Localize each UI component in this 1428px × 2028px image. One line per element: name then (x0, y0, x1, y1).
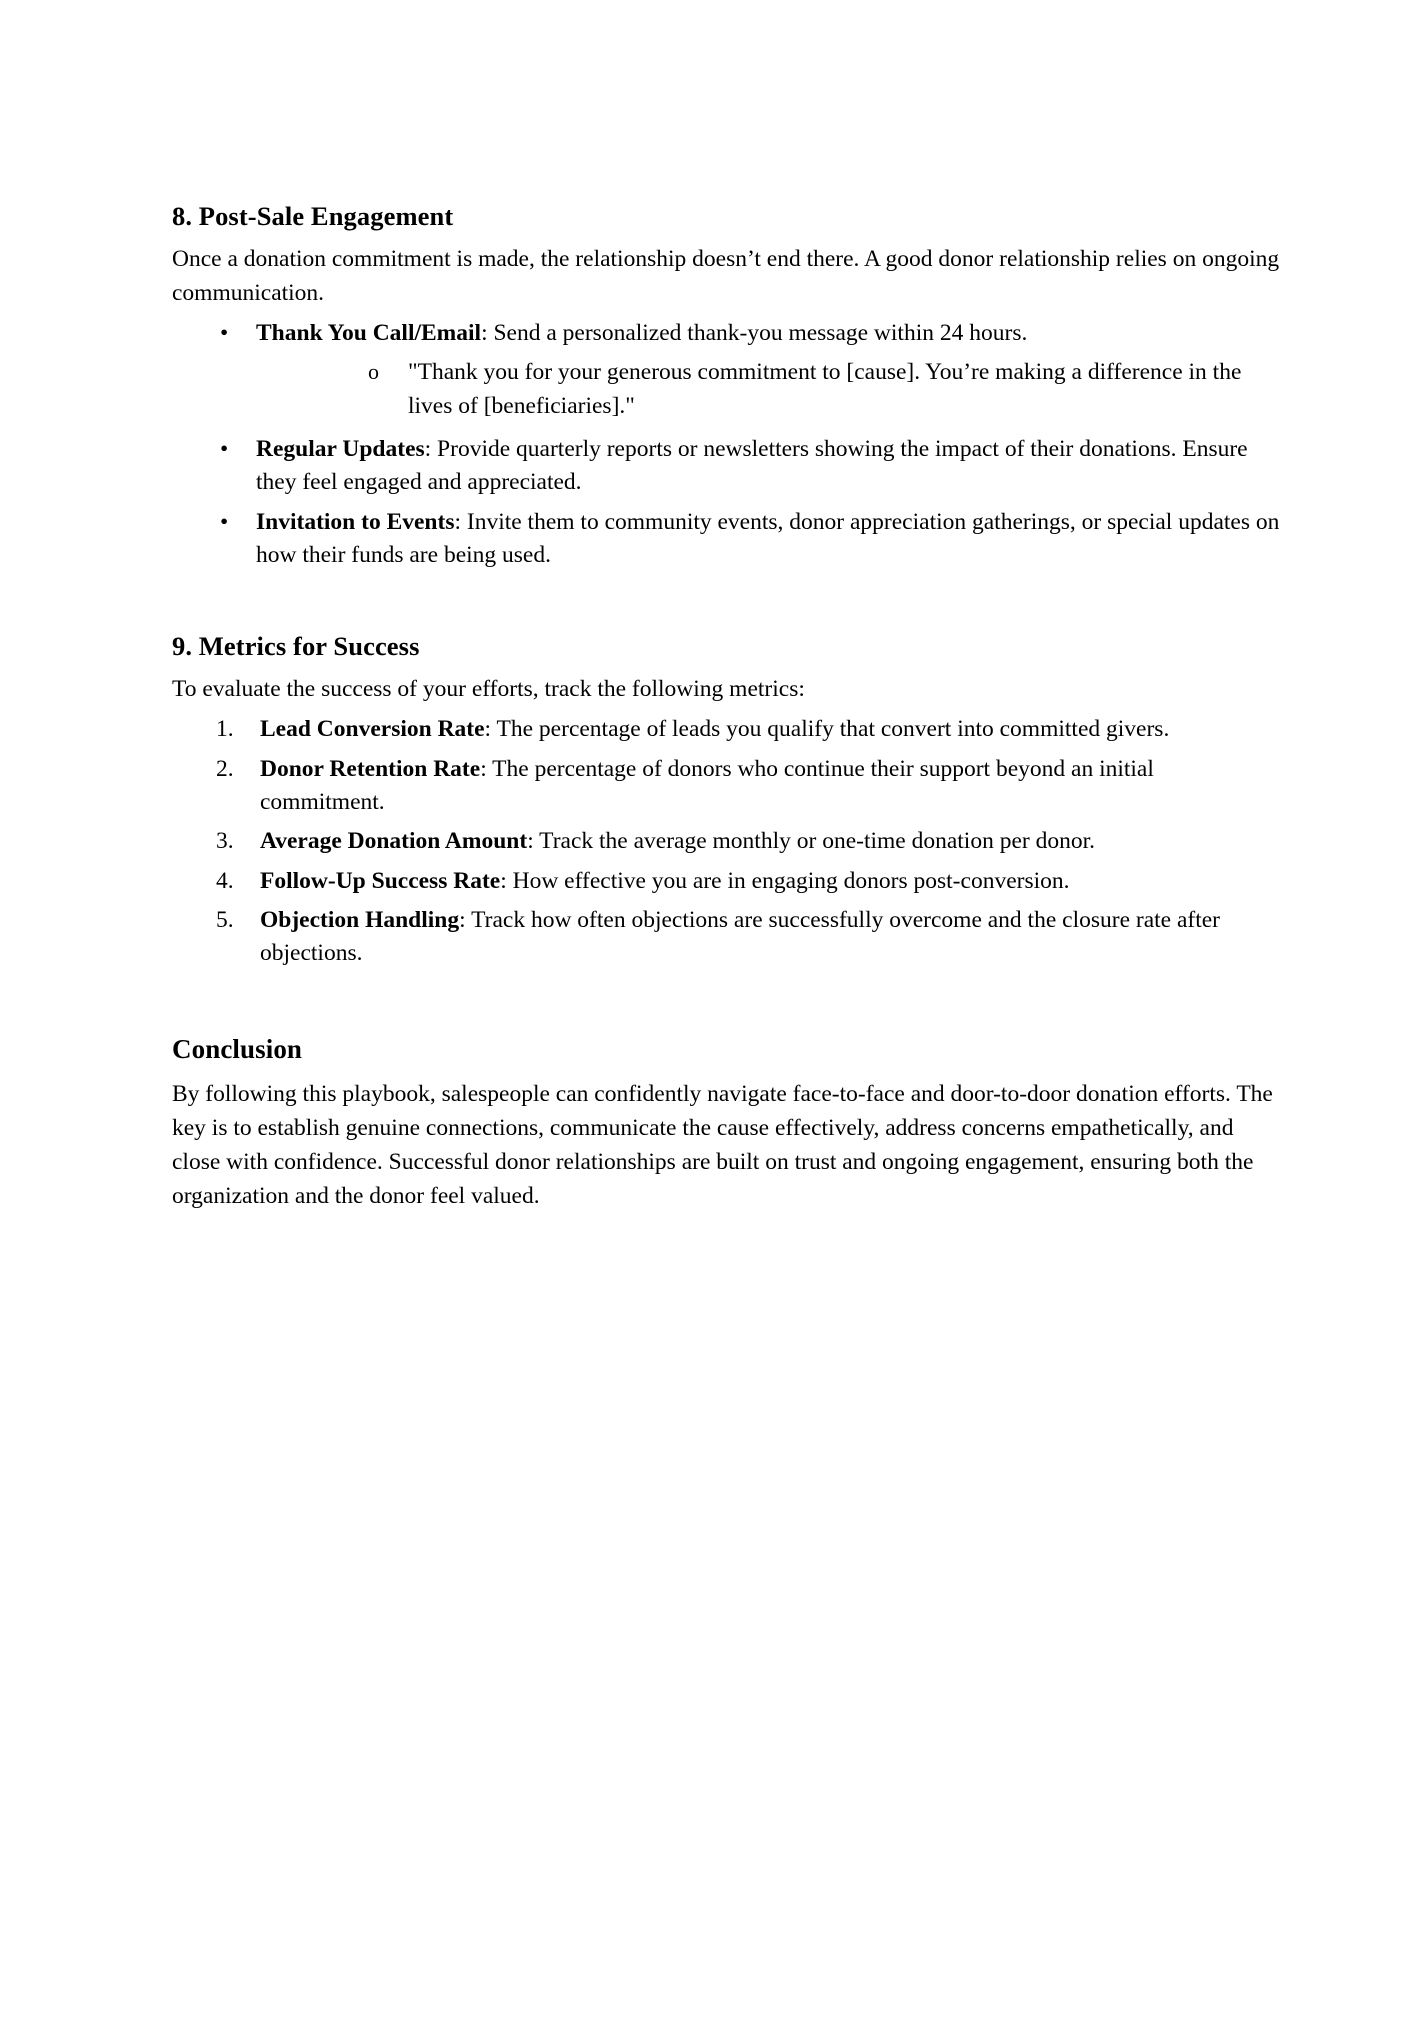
section-metrics-for-success (172, 630, 1280, 970)
list-item-text: : Invite them to community events, donor appreciation gatherings, or special updates on how their funds are being used. (256, 508, 1280, 568)
list-item (172, 506, 1280, 573)
section-post-sale-engagement (172, 200, 1280, 572)
sub-list-item-text: "Thank you for your generous commitment to [cause]. You’re making a difference in the lives of [beneficiaries]." (408, 359, 1242, 419)
number-marker: 4. (216, 867, 234, 894)
metrics-numbered-list (172, 713, 1280, 971)
list-item (172, 825, 1280, 858)
list-item-lead: Follow-Up Success Rate (260, 867, 501, 894)
list-item (172, 753, 1280, 820)
list-item (172, 433, 1280, 500)
list-item-lead: Regular Updates (256, 435, 425, 462)
list-item-lead: Average Donation Amount (260, 828, 528, 855)
list-item-text: : Send a personalized thank-you message within 24 hours. (481, 319, 1028, 346)
engagement-sub-bullet-list (256, 356, 1280, 423)
section-heading: 9. Metrics for Success (172, 631, 420, 662)
list-item-text: : How effective you are in engaging donors post-conversion. (500, 867, 1070, 894)
conclusion-paragraph: By following this playbook, salespeople can confidently navigate face-to-face and door-to-door donation efforts. The key is to establish genuine connections, communicate the cause effectively, address concerns empathetically, and close with confidence. Successful donor relationships are built on trust and ongoing engagement, ensuring both the organization and the donor feel valued. (172, 1080, 1273, 1209)
bullet-marker: • (220, 508, 229, 535)
number-marker: 1. (216, 716, 234, 743)
section-intro-paragraph: Once a donation commitment is made, the relationship doesn’t end there. A good donor relationship relies on ongoing communication. (172, 246, 1280, 306)
list-item-text: : Track the average monthly or one-time donation per donor. (527, 828, 1095, 855)
number-marker: 2. (216, 755, 234, 782)
list-item (172, 904, 1280, 971)
bullet-marker: • (220, 435, 229, 462)
list-item-lead: Objection Handling (260, 907, 460, 934)
list-item-text: : Provide quarterly reports or newsletters showing the impact of their donations. Ensure they feel engaged and appreciated. (256, 435, 1248, 496)
list-item-lead: Thank You Call/Email (256, 319, 482, 346)
section-conclusion (172, 1033, 1280, 1213)
list-item-text: : Track how often objections are successfully overcome and the closure rate after objections. (260, 907, 1221, 967)
list-item (172, 713, 1280, 746)
list-item-lead: Lead Conversion Rate (260, 716, 485, 743)
list-item (256, 356, 1280, 423)
section-heading: Conclusion (172, 1033, 303, 1064)
section-intro-paragraph: To evaluate the success of your efforts, track the following metrics: (172, 676, 805, 703)
list-item-text: : The percentage of leads you qualify that convert into committed givers. (484, 716, 1170, 743)
list-item-lead: Donor Retention Rate (260, 755, 481, 782)
number-marker: 5. (216, 907, 234, 934)
list-item (172, 865, 1280, 898)
list-item-text: : The percentage of donors who continue their support beyond an initial commitment. (260, 755, 1154, 815)
engagement-bullet-list (172, 317, 1280, 573)
list-item (172, 317, 1280, 423)
list-item-lead: Invitation to Events (256, 508, 455, 535)
bullet-marker: • (220, 319, 229, 346)
number-marker: 3. (216, 828, 234, 855)
section-heading: 8. Post-Sale Engagement (172, 201, 454, 231)
sub-bullet-marker: o (368, 359, 379, 385)
